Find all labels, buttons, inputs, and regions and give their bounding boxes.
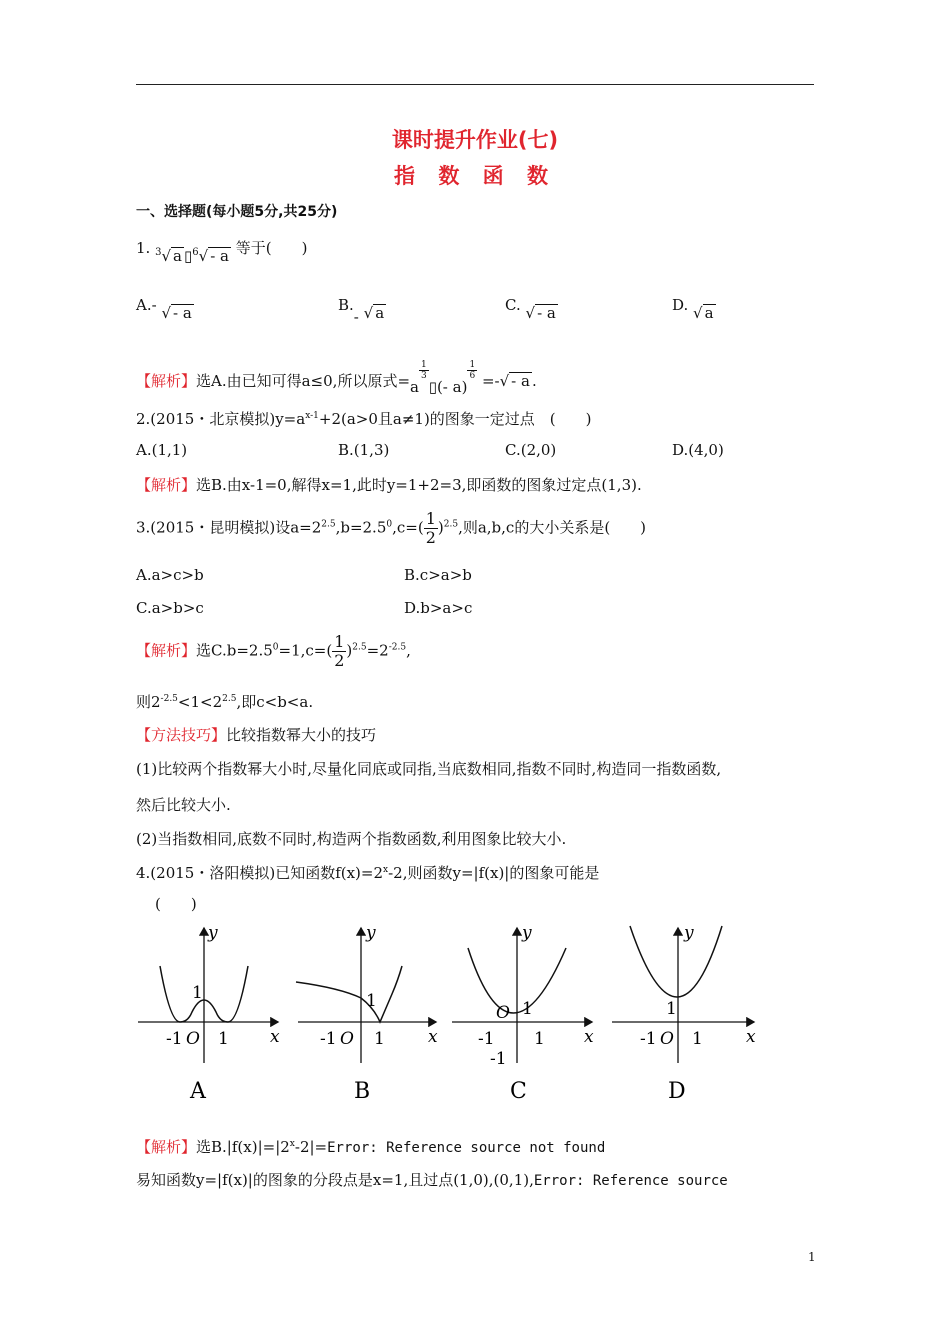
- q3-stem: 3.(2015・昆明模拟)设$a=2^{2.5},b=2.5^0,c=$( $\frac{1}{2}$ )$^{2.5}$,则a,b,c的大小关系是( ): [136, 509, 647, 547]
- header-rule: [136, 84, 814, 85]
- svg-text:O: O: [496, 1003, 510, 1023]
- svg-text:y: y: [366, 923, 376, 943]
- svg-text:1: 1: [522, 999, 533, 1019]
- reference-error-2: Error: Reference source: [533, 1173, 728, 1189]
- svg-text:-1: -1: [320, 1029, 337, 1049]
- q1-option-c[interactable]: C. √ - a: [505, 296, 556, 322]
- graph-b-label: B: [354, 1079, 371, 1104]
- q1-option-a[interactable]: A.- √ - a: [136, 296, 192, 322]
- q2-option-c[interactable]: C.(2,0): [505, 441, 557, 459]
- method-point-2: (2)当指数相同,底数不同时,构造两个指数函数,利用图象比较大小.: [136, 830, 567, 848]
- svg-text:x: x: [584, 1027, 594, 1047]
- svg-text:-1: -1: [640, 1029, 657, 1049]
- q2-option-b[interactable]: B.(1,3): [338, 441, 390, 459]
- svg-text:1: 1: [366, 991, 377, 1011]
- q4-stem: 4.(2015・洛阳模拟)已知函数$f(x)=2^x-2$,则函数y=|f(x)|的图象可能是: [136, 864, 600, 882]
- q1-option-d[interactable]: D. √ a: [672, 296, 714, 322]
- q3-option-c[interactable]: C.a>b>c: [136, 599, 204, 617]
- q3-option-a[interactable]: A.a>c>b: [136, 566, 204, 584]
- reference-error: Error: Reference source not found: [327, 1140, 606, 1156]
- svg-text:1: 1: [666, 999, 677, 1019]
- method-point-1-cont: 然后比较大小.: [136, 796, 231, 814]
- q1-stem-tail: 等于( ): [235, 239, 308, 257]
- q3-option-b[interactable]: B.c>a>b: [404, 566, 472, 584]
- svg-text:1: 1: [218, 1029, 229, 1049]
- graph-c[interactable]: [452, 923, 594, 1104]
- q4-answer-paren: ( ): [155, 895, 197, 913]
- page-title: 课时提升作业(七): [391, 128, 559, 152]
- q4-graphs: [130, 918, 770, 1110]
- q1-number: 1.: [136, 239, 151, 257]
- method-point-1: (1)比较两个指数幂大小时,尽量化同底或同指,当底数相同,指数不同时,构造同一指数函数,: [136, 760, 722, 778]
- svg-text:-1: -1: [490, 1049, 507, 1069]
- svg-text:O: O: [340, 1029, 354, 1049]
- q1-root1-index: 3: [155, 247, 162, 258]
- graph-d[interactable]: [612, 923, 756, 1104]
- q1-root2: √ - a: [198, 247, 229, 265]
- svg-text:x: x: [746, 1027, 756, 1047]
- q3-option-d[interactable]: D.b>a>c: [404, 599, 473, 617]
- q4-solution: 【解析】选$B.|f(x)|=|2^x-2|=Error$: Reference source not found: [136, 1138, 606, 1156]
- section-heading: 一、选择题(每小题5分,共25分): [136, 204, 338, 220]
- svg-text:-1: -1: [478, 1029, 495, 1049]
- page-subtitle: 指 数 函 数: [394, 164, 556, 188]
- page-number: 1: [808, 1250, 816, 1264]
- solution-tag: 【解析】: [136, 372, 197, 390]
- svg-text:y: y: [684, 923, 694, 943]
- q2-option-a[interactable]: A.(1,1): [136, 441, 188, 459]
- graph-c-label: C: [510, 1079, 527, 1104]
- svg-text:1: 1: [192, 983, 203, 1003]
- q1-option-b[interactable]: B.- √ a: [338, 296, 385, 326]
- q1-root1: √ a: [161, 247, 182, 265]
- svg-text:x: x: [428, 1027, 438, 1047]
- q2-option-d[interactable]: D.(4,0): [672, 441, 724, 459]
- method-tips: 【方法技巧】比较指数幂大小的技巧: [136, 726, 377, 744]
- graph-a[interactable]: [138, 923, 280, 1104]
- svg-text:1: 1: [374, 1029, 385, 1049]
- q1-stem: [136, 237, 308, 265]
- q4-solution-line2: 易知函数y=|f(x)|的图象的分段点是x=1,且过点(1,0),(0,1),Error: Reference source: [136, 1171, 728, 1189]
- svg-text:1: 1: [534, 1029, 545, 1049]
- q1-root2-index: 6: [192, 247, 199, 258]
- q2-solution: 【解析】选B.由x-1=0,解得x=1,此时y=1+2=3,即函数的图象过定点(1,3).: [136, 476, 642, 494]
- svg-text:y: y: [522, 923, 532, 943]
- q3-solution: 【解析】选$C.b=2.5^0=1,c=$( $\frac{1}{2}$ )$^{2.5}=2^{-2.5}$,: [136, 632, 411, 670]
- q1-solution: 【解析】选A.由已知可得a≤0,所以原式=a $\frac{1}{3}$ ▯(- a) $\frac{1}{6}$ =-√ - a .: [136, 360, 537, 396]
- svg-text:-1: -1: [166, 1029, 183, 1049]
- graph-a-label: A: [190, 1079, 206, 1104]
- graph-a-x-label: x: [270, 1027, 280, 1047]
- q1-dot: ▯: [183, 247, 193, 265]
- svg-text:O: O: [660, 1029, 674, 1049]
- svg-text:O: O: [186, 1029, 200, 1049]
- graph-d-label: D: [668, 1079, 686, 1104]
- graph-a-y-label: y: [208, 923, 218, 943]
- graph-b[interactable]: [296, 923, 438, 1104]
- q3-solution-line2: 则$2^{-2.5}<1<2^{2.5}$,即c<b<a.: [136, 693, 314, 711]
- q2-stem: 2.(2015・北京模拟)$y=a^{x-1}+2(a>0$且a≠1)的图象一定过点 ( ): [136, 410, 592, 428]
- svg-text:1: 1: [692, 1029, 703, 1049]
